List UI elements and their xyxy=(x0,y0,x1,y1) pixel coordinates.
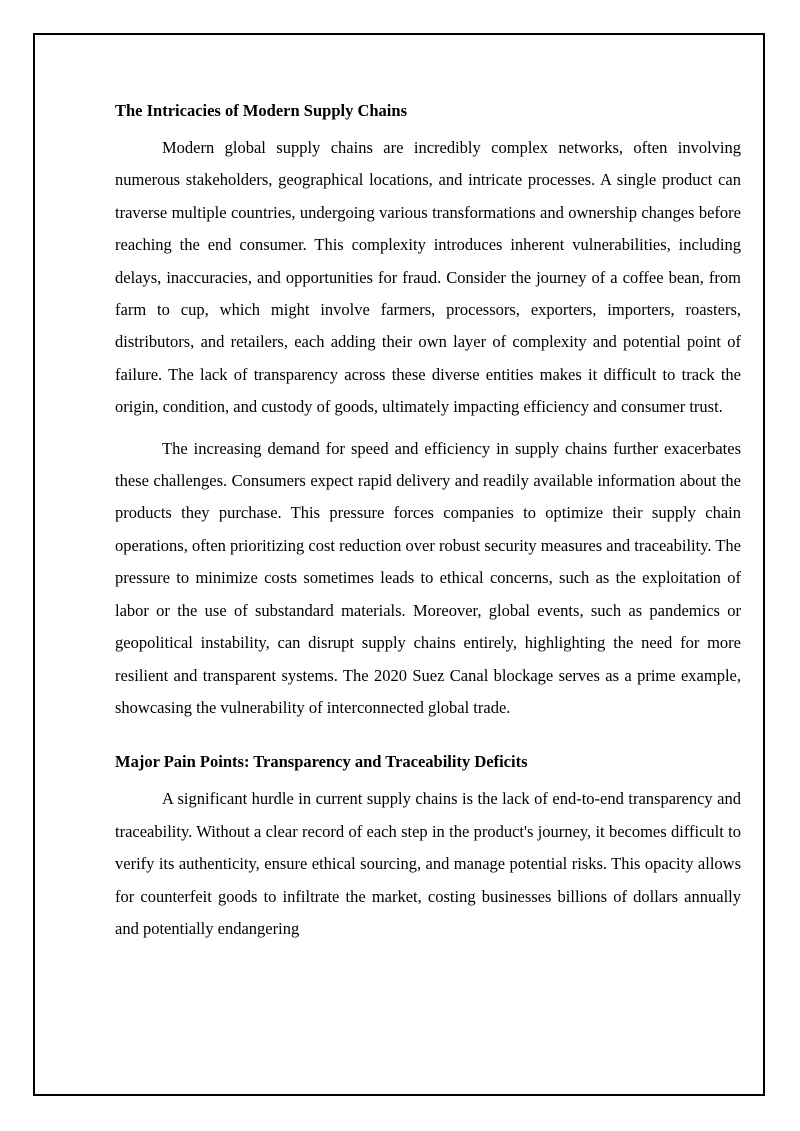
section-heading-pain-points: Major Pain Points: Transparency and Traceability Deficits xyxy=(115,752,528,772)
document-body xyxy=(115,100,741,945)
paragraph-transparency-deficits: A significant hurdle in current supply chains is the lack of end-to-end transparency and traceability. Without a clear record of each step in the product's journey, it becomes difficult to verify its authenticity, ensure ethical sourcing, and manage potential risks. This opacity allows for counterfeit goods to infiltrate the market, costing businesses billions of dollars annually and potentially endangering xyxy=(115,789,741,938)
section-heading-supply-chains: The Intricacies of Modern Supply Chains xyxy=(115,101,407,120)
paragraph-speed-and-efficiency: The increasing demand for speed and efficiency in supply chains further exacerbates these challenges. Consumers expect rapid delivery and readily available information about the products they purchase. This pressure forces companies to optimize their supply chain operations, often prioritizing cost reduction over robust security measures and traceability. The pressure to minimize costs sometimes leads to ethical concerns, such as the exploitation of labor or the use of substandard materials. Moreover, global events, such as pandemics or geopolitical instability, can disrupt supply chains entirely, highlighting the need for more resilient and transparent systems. The 2020 Suez Canal blockage serves as a prime example, showcasing the vulnerability of interconnected global trade. xyxy=(115,438,741,717)
paragraph-supply-chain-complexity: Modern global supply chains are incredibly complex networks, often involving numerous stakeholders, geographical locations, and intricate processes. A single product can traverse multiple countries, undergoing various transformations and ownership changes before reaching the end consumer. This complexity introduces inherent vulnerabilities, including delays, inaccuracies, and opportunities for fraud. Consider the journey of a coffee bean, from farm to cup, which might involve farmers, processors, exporters, importers, roasters, distributors, and retailers, each adding their own layer of complexity and potential point of failure. The lack of transparency across these diverse entities makes it difficult to track the origin, condition, and custody of goods, ultimately impacting efficiency and consumer trust. xyxy=(115,138,741,417)
